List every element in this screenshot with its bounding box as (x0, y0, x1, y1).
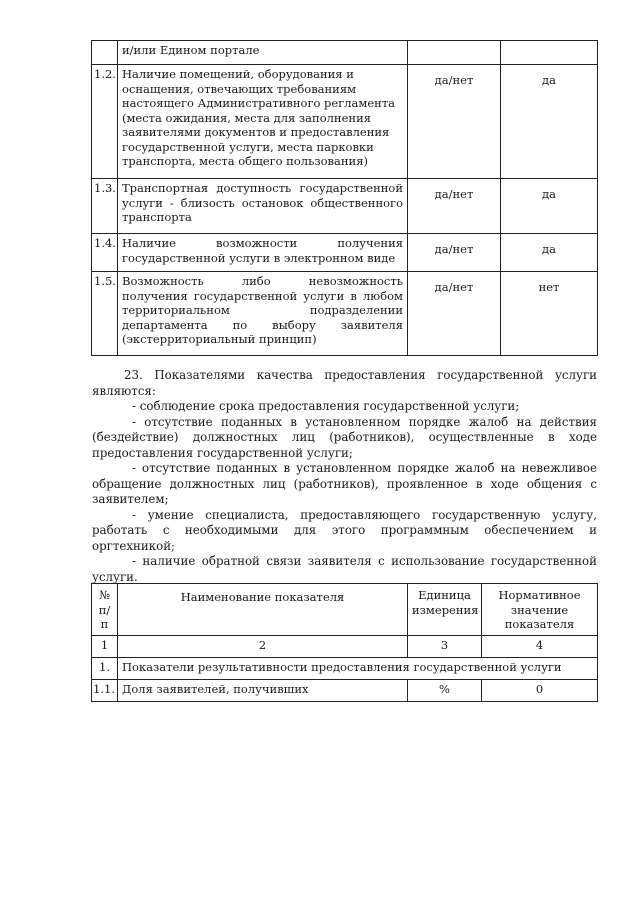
indicators-table-continued (91, 40, 598, 356)
quality-indicators-table (91, 583, 598, 702)
table-row (92, 272, 598, 356)
header-name: Наименование показателя (118, 584, 408, 636)
index-cell: 2 (118, 636, 408, 658)
indicator-unit: да/нет (408, 234, 501, 272)
indicator-value: да (501, 65, 598, 179)
section-23-text (92, 368, 597, 585)
list-item: - соблюдение срока предоставления государственной услуги; (132, 399, 520, 413)
table-header-row (92, 584, 598, 636)
indicator-unit: да/нет (408, 65, 501, 179)
section-23-intro: 23. Показателями качества предоставления государственной услуги являются: (92, 368, 597, 398)
list-item: - наличие обратной связи заявителя с использование государственной услуги. (92, 554, 597, 584)
index-cell: 1 (92, 636, 118, 658)
indicator-value: нет (501, 272, 598, 356)
indicator-name: Наличие возможности получения государственной услуги в электронном виде (118, 234, 408, 272)
table-row (92, 234, 598, 272)
row-number: 1.4. (92, 234, 118, 272)
table-section-row (92, 658, 598, 680)
table-row (92, 680, 598, 702)
indicator-value: да (501, 234, 598, 272)
list-item: - отсутствие поданных в установленном порядке жалоб на действия (бездействие) должностных лиц (работников), осуществленные в ходе предоставления государственной услуги; (92, 414, 597, 460)
row-number: 1.3. (92, 179, 118, 234)
header-num: № п/п (92, 584, 118, 636)
indicator-name: Доля заявителей, получивших (118, 680, 408, 702)
row-number (92, 41, 118, 65)
table-index-row (92, 636, 598, 658)
list-item: - отсутствие поданных в установленном порядке жалоб на невежливое обращение должностных лиц (работников), проявленное в ходе общения с заявителем; (92, 461, 597, 506)
section-title: Показатели результативности предоставления государственной услуги (118, 658, 598, 680)
indicator-value: да (501, 179, 598, 234)
row-number: 1.5. (92, 272, 118, 356)
indicator-value (501, 41, 598, 65)
header-value: Нормативное значение показателя (482, 584, 598, 636)
index-cell: 3 (408, 636, 482, 658)
index-cell: 4 (482, 636, 598, 658)
indicator-unit (408, 41, 501, 65)
indicator-unit: % (408, 680, 482, 702)
section-number: 1. (92, 658, 118, 680)
indicator-name: Наличие помещений, оборудования и оснащения, отвечающих требованиям настоящего Административного регламента (места ожидания, места для заполнения заявителями документов и предоставления государственной услуги, места парковки транспорта, места общего пользования) (118, 65, 408, 179)
row-number: 1.1. (92, 680, 118, 702)
indicator-unit: да/нет (408, 272, 501, 356)
indicator-name: и/или Едином портале (118, 41, 408, 65)
indicator-name: Возможность либо невозможность получения государственной услуги в любом территориальном подразделении департамента по выбору заявителя (экстерриториальный принцип) (118, 272, 408, 356)
table-row (92, 65, 598, 179)
indicator-value: 0 (482, 680, 598, 702)
indicator-unit: да/нет (408, 179, 501, 234)
indicator-name: Транспортная доступность государственной услуги - близость остановок общественного транспорта (118, 179, 408, 234)
list-item: - умение специалиста, предоставляющего государственную услугу, работать с необходимыми для этого программным обеспечением и оргтехникой; (92, 507, 597, 553)
row-number: 1.2. (92, 65, 118, 179)
table-row (92, 41, 598, 65)
header-unit: Единица измерения (408, 584, 482, 636)
table-row (92, 179, 598, 234)
